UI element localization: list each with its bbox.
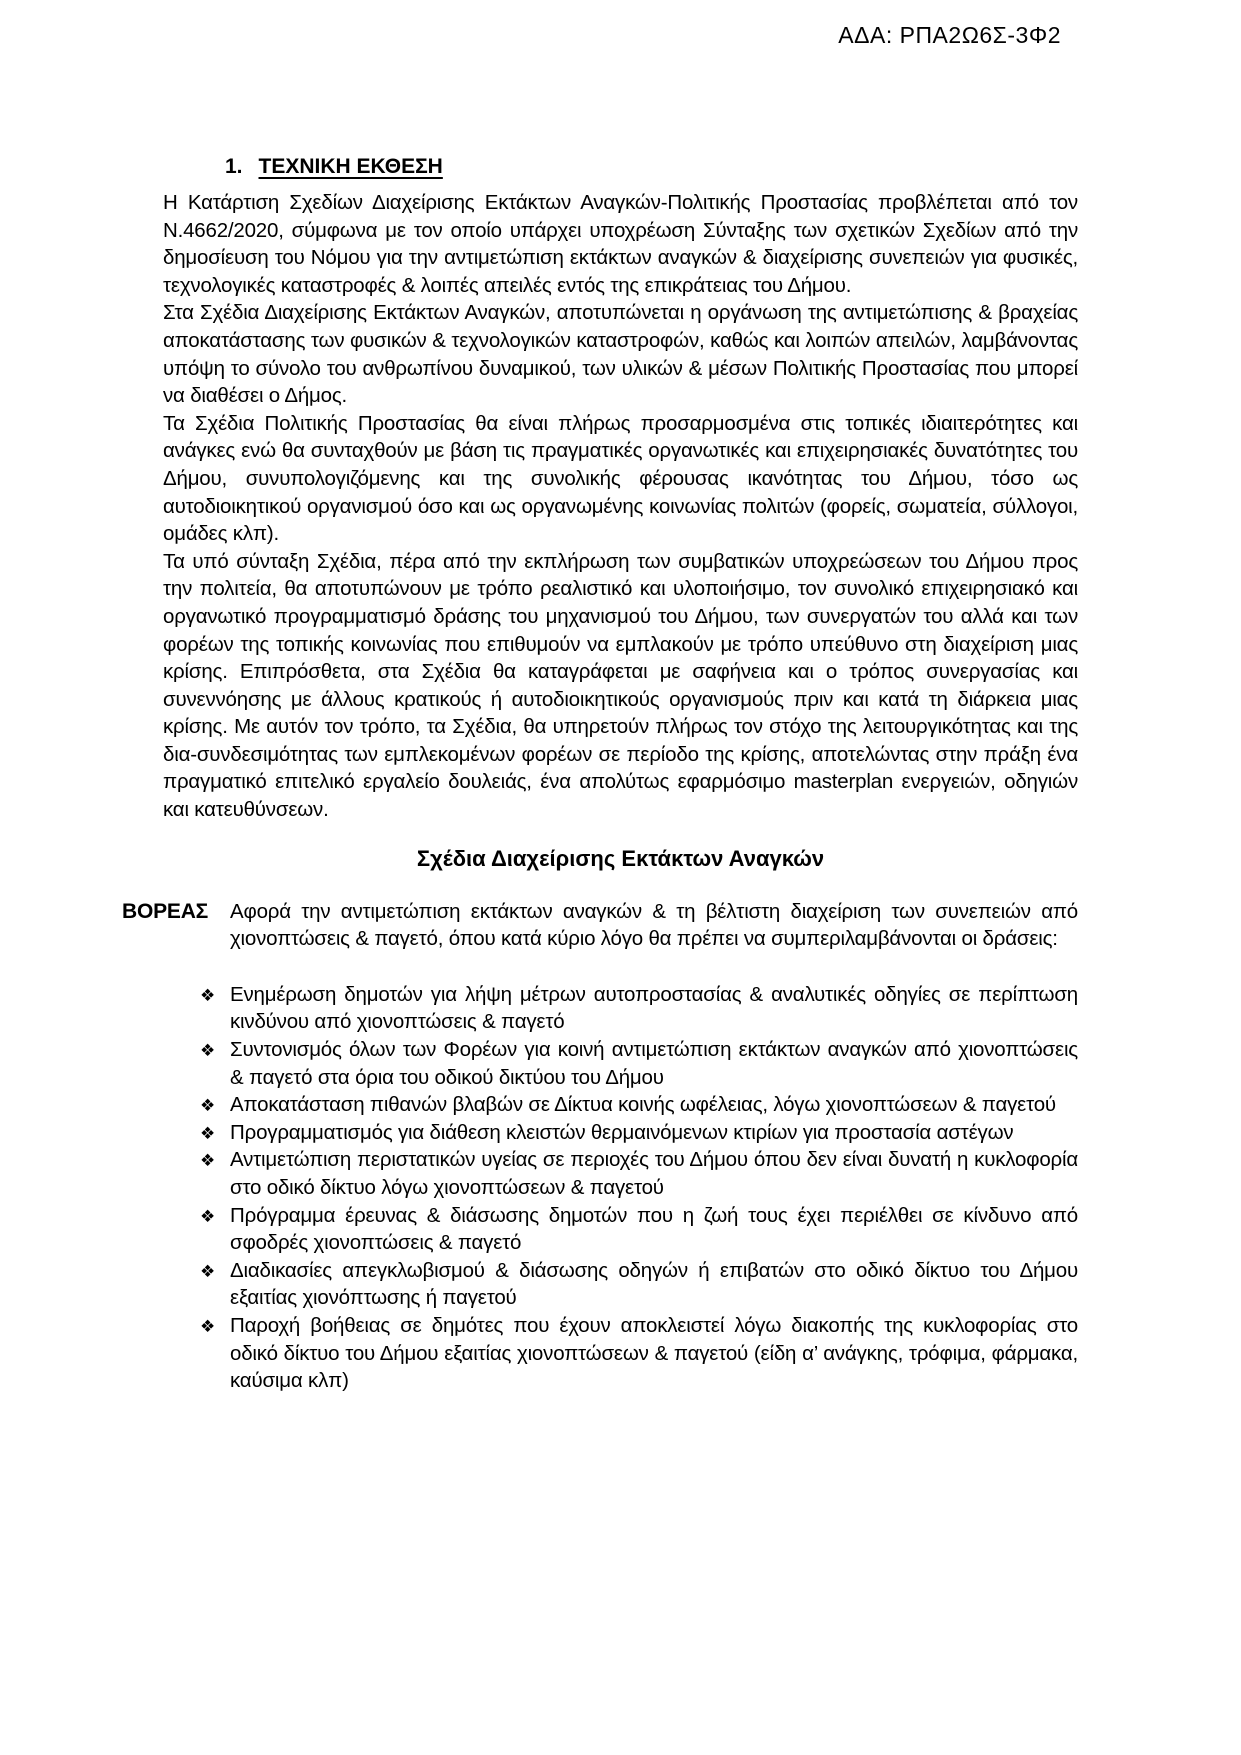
plans-heading: Σχέδια Διαχείρισης Εκτάκτων Αναγκών bbox=[416, 845, 825, 871]
action-item bbox=[200, 1119, 1078, 1147]
document-content bbox=[122, 155, 1078, 1395]
actions-list bbox=[200, 981, 1078, 1395]
diamond-bullet-icon: ❖ bbox=[200, 1206, 216, 1226]
paragraph-2: Στα Σχέδια Διαχείρισης Εκτάκτων Αναγκών, αποτυπώνεται η οργάνωση της αντιμετώπισης & βραχείας αποκατάστασης των φυσικών & τεχνολογικών καταστροφών, καθώς και λοιπών απειλών, λαμβάνοντας υπόψη το σύνολο του ανθρωπίνου δυναμικού, των υλικών & μέσων Πολιτικής Προστασίας που μπορεί να διαθέσει ο Δήμος. bbox=[163, 301, 1078, 408]
diamond-bullet-icon: ❖ bbox=[200, 1261, 216, 1281]
action-text: Προγραμματισμός για διάθεση κλειστών θερμαινόμενων κτιρίων για προστασία αστέγων bbox=[230, 1120, 1014, 1144]
action-text: Αποκατάσταση πιθανών βλαβών σε Δίκτυα κοινής ωφέλειας, λόγω χιονοπτώσεων & παγετού bbox=[230, 1093, 1056, 1117]
action-item bbox=[200, 1036, 1078, 1091]
action-item bbox=[200, 1257, 1078, 1312]
action-item bbox=[200, 1312, 1078, 1395]
action-text: Ενημέρωση δημοτών για λήψη μέτρων αυτοπροστασίας & αναλυτικές οδηγίες σε περίπτωση κινδύνου από χιονοπτώσεις & παγετό bbox=[230, 982, 1078, 1034]
paragraph-1: Η Κατάρτιση Σχεδίων Διαχείρισης Εκτάκτων Αναγκών-Πολιτικής Προστασίας προβλέπεται από τον Ν.4662/2020, σύμφωνα με τον οποίο υπάρχει υποχρέωση Σύνταξης των σχετικών Σχεδίων από την δημοσίευση του Νόμου για την αντιμετώπιση εκτάκτων αναγκών & διαχείρισης συνεπειών για φυσικές, τεχνολογικές καταστροφές & λοιπές απειλές εντός της επικράτειας του Δήμου. bbox=[163, 191, 1078, 297]
action-text: Διαδικασίες απεγκλωβισμού & διάσωσης οδηγών ή επιβατών στο οδικό δίκτυο του Δήμου εξαιτίας χιονόπτωσης ή παγετού bbox=[230, 1258, 1078, 1310]
paragraph-4: Τα υπό σύνταξη Σχέδια, πέρα από την εκπλήρωση των συμβατικών υποχρεώσεων του Δήμου προς την πολιτεία, θα αποτυπώνουν με τρόπο ρεαλιστικό και υλοποιήσιμο, τον συνολικό επιχειρησιακό και οργανωτικό προγραμματισμό δράσης του μηχανισμού του Δήμου, των συνεργατών του αλλά και των φορέων της τοπικής κοινωνίας που επιθυμούν να εμπλακούν με τρόπο υπεύθυνο στη διαχείριση μιας κρίσης. Επιπρόσθετα, στα Σχέδια θα καταγράφεται με σαφήνεια και ο τρόπος συνεργασίας και συνεννόησης με άλλους κρατικούς ή αυτοδιοικητικούς οργανισμούς πριν και κατά τη διάρκεια μιας κρίσης. Με αυτόν τον τρόπο, τα Σχέδια, θα υπηρετούν πλήρως τον στόχο της λειτουργικότητας και της δια-συνδεσιμότητας των εμπλεκομένων φορέων σε περίοδο της κρίσης, αποτελώντας στην πράξη ένα πραγματικό επιτελικό εργαλείο δουλειάς, ένα απολύτως εφαρμόσιμο masterplan ενεργειών, οδηγιών και κατευθύνσεων. bbox=[163, 549, 1078, 822]
section-title: ΤΕΧΝΙΚΗ ΕΚΘΕΣΗ bbox=[258, 155, 443, 178]
paragraph-3: Τα Σχέδια Πολιτικής Προστασίας θα είναι πλήρως προσαρμοσμένα στις τοπικές ιδιαιτερότητες και ανάγκες ενώ θα συνταχθούν με βάση τις πραγματικές οργανωτικές και επιχειρησιακές δυνατότητες του Δήμου, συνυπολογιζόμενης και της συνολικής φέρουσας ικανότητας του Δήμου, τόσο ως αυτοδιοικητικού οργανισμού όσο και ως οργανωμένης κοινωνίας πολιτών (φορείς, σωματεία, σύλλογοι, ομάδες κλπ). bbox=[163, 411, 1078, 546]
diamond-bullet-icon: ❖ bbox=[200, 1096, 216, 1116]
action-item bbox=[200, 981, 1078, 1036]
section-heading bbox=[225, 155, 1078, 179]
section-number: 1. bbox=[225, 155, 243, 178]
diamond-bullet-icon: ❖ bbox=[200, 1151, 216, 1171]
action-text: Πρόγραμμα έρευνας & διάσωσης δημοτών που η ζωή τους έχει περιέλθει σε κίνδυνο από σφοδρές χιονοπτώσεις & παγετό bbox=[230, 1203, 1078, 1255]
action-text: Παροχή βοήθειας σε δημότες που έχουν αποκλειστεί λόγω διακοπής της κυκλοφορίας στο οδικό δίκτυο του Δήμου εξαιτίας χιονοπτώσεων & παγετού (είδη α’ ανάγκης, τρόφιμα, φάρμακα, καύσιμα κλπ) bbox=[230, 1313, 1078, 1393]
ada-code: ΑΔΑ: ΡΠΑ2Ω6Σ-3Φ2 bbox=[838, 22, 1061, 48]
action-item bbox=[200, 1091, 1078, 1119]
diamond-bullet-icon: ❖ bbox=[200, 985, 216, 1005]
plan-name: ΒΟΡΕΑΣ bbox=[122, 899, 209, 923]
diamond-bullet-icon: ❖ bbox=[200, 1123, 216, 1143]
action-item bbox=[200, 1202, 1078, 1257]
plan-entry-voreas bbox=[122, 898, 1078, 1395]
plan-body bbox=[200, 898, 1078, 1395]
action-text: Αντιμετώπιση περιστατικών υγείας σε περιοχές του Δήμου όπου δεν είναι δυνατή η κυκλοφορία στο οδικό δίκτυο λόγω χιονοπτώσεων & παγετού bbox=[230, 1148, 1078, 1199]
diamond-bullet-icon: ❖ bbox=[200, 1041, 216, 1061]
plan-intro: Αφορά την αντιμετώπιση εκτάκτων αναγκών & τη βέλτιστη διαχείριση των συνεπειών από χιονοπτώσεις & παγετό, όπου κατά κύριο λόγο θα πρέπει να συμπεριλαμβάνονται οι δράσεις: bbox=[230, 899, 1078, 951]
action-item bbox=[200, 1146, 1078, 1201]
action-text: Συντονισμός όλων των Φορέων για κοινή αντιμετώπιση εκτάκτων αναγκών από χιονοπτώσεις & παγετό στα όρια του οδικού δικτύου του Δήμου bbox=[230, 1038, 1078, 1089]
diamond-bullet-icon: ❖ bbox=[200, 1316, 216, 1336]
